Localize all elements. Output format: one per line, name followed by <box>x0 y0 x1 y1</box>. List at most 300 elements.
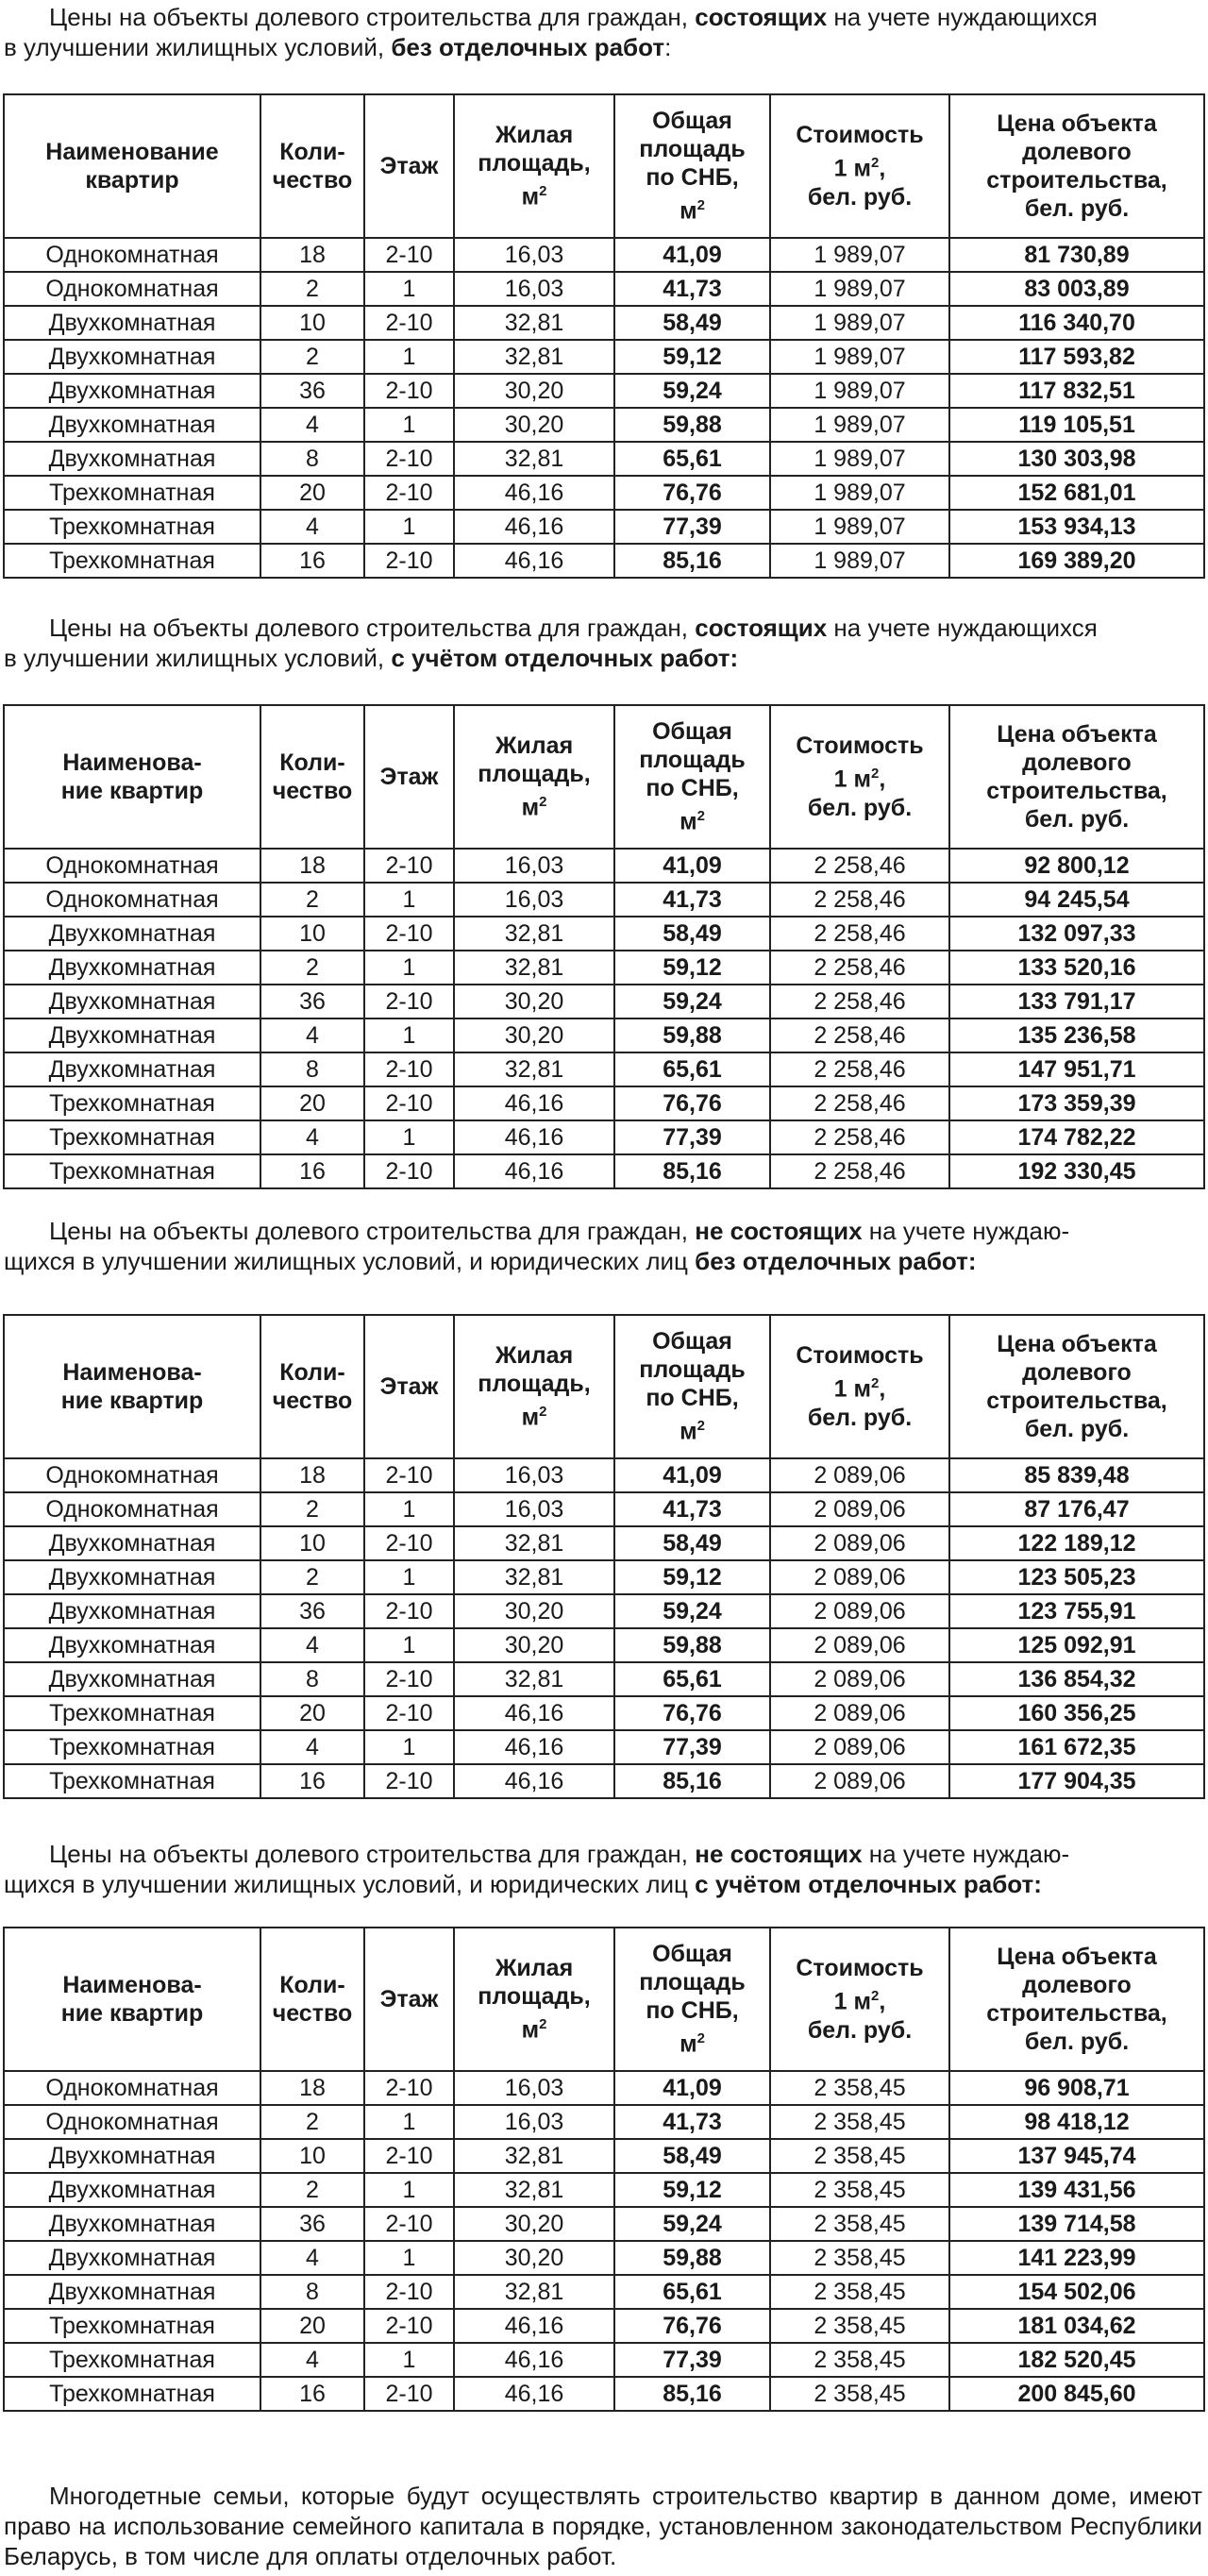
table-row <box>4 1764 1204 1798</box>
cell-floor: 2-10 <box>364 2139 454 2173</box>
cell-cost-per-m2: 2 358,45 <box>770 2173 949 2207</box>
cell-living-area: 16,03 <box>454 1492 614 1526</box>
cell-living-area: 32,81 <box>454 2139 614 2173</box>
cell-total-area: 85,16 <box>614 1154 770 1188</box>
cell-living-area: 46,16 <box>454 1764 614 1798</box>
cell-apartment-name: Трехкомнатная <box>4 1086 260 1120</box>
cell-total-area: 58,49 <box>614 306 770 340</box>
header-object-price: Цена объекта долевого строительства, бел. руб. <box>949 705 1204 849</box>
cell-total-area: 77,39 <box>614 1730 770 1764</box>
cell-cost-per-m2: 2 258,46 <box>770 985 949 1019</box>
cell-total-area: 59,24 <box>614 2207 770 2241</box>
cell-total-area: 65,61 <box>614 1662 770 1696</box>
cell-apartment-name: Двухкомнатная <box>4 1052 260 1086</box>
cell-total-area: 76,76 <box>614 1086 770 1120</box>
cell-floor: 1 <box>364 272 454 306</box>
table-row <box>4 2241 1204 2275</box>
cell-floor: 2-10 <box>364 2275 454 2309</box>
cell-cost-per-m2: 2 089,06 <box>770 1458 949 1492</box>
cell-total-area: 41,73 <box>614 2105 770 2139</box>
table-row <box>4 408 1204 442</box>
cell-total-area: 59,12 <box>614 1560 770 1594</box>
cell-total-area: 85,16 <box>614 1764 770 1798</box>
table-row <box>4 476 1204 510</box>
cell-apartment-name: Однокомнатная <box>4 2071 260 2105</box>
cell-floor: 2-10 <box>364 238 454 272</box>
cell-count: 2 <box>260 883 364 917</box>
cell-object-price: 117 832,51 <box>949 374 1204 408</box>
table-row <box>4 442 1204 476</box>
header-living-area: Жилая площадь, $м^2$ <box>454 1928 614 2071</box>
header-object-price: Цена объекта долевого строительства, бел. руб. <box>949 1315 1204 1458</box>
cell-living-area: 32,81 <box>454 1662 614 1696</box>
cell-floor: 2-10 <box>364 1764 454 1798</box>
cell-floor: 2-10 <box>364 476 454 510</box>
cell-total-area: 58,49 <box>614 2139 770 2173</box>
cell-object-price: 96 908,71 <box>949 2071 1204 2105</box>
cell-count: 2 <box>260 272 364 306</box>
cell-total-area: 41,09 <box>614 2071 770 2105</box>
table-row <box>4 272 1204 306</box>
table-row <box>4 985 1204 1019</box>
price-table-4 <box>3 1927 1205 2412</box>
table-header-row <box>4 1928 1204 2071</box>
cell-count: 2 <box>260 951 364 985</box>
cell-living-area: 46,16 <box>454 1154 614 1188</box>
cell-object-price: 147 951,71 <box>949 1052 1204 1086</box>
cell-floor: 2-10 <box>364 1154 454 1188</box>
cell-object-price: 94 245,54 <box>949 883 1204 917</box>
table-row <box>4 1458 1204 1492</box>
cell-floor: 2-10 <box>364 442 454 476</box>
table-row <box>4 1019 1204 1052</box>
cell-apartment-name: Трехкомнатная <box>4 1696 260 1730</box>
cell-living-area: 46,16 <box>454 476 614 510</box>
cell-count: 2 <box>260 1560 364 1594</box>
cell-cost-per-m2: 2 358,45 <box>770 2071 949 2105</box>
cell-object-price: 132 097,33 <box>949 917 1204 951</box>
cell-apartment-name: Двухкомнатная <box>4 1628 260 1662</box>
cell-apartment-name: Однокомнатная <box>4 2105 260 2139</box>
header-living-area: Жилая площадь, $м^2$ <box>454 705 614 849</box>
cell-count: 36 <box>260 985 364 1019</box>
table-row <box>4 849 1204 883</box>
cell-living-area: 32,81 <box>454 1560 614 1594</box>
cell-floor: 2-10 <box>364 1052 454 1086</box>
cell-count: 16 <box>260 1154 364 1188</box>
cell-apartment-name: Двухкомнатная <box>4 2241 260 2275</box>
cell-living-area: 46,16 <box>454 1730 614 1764</box>
cell-apartment-name: Двухкомнатная <box>4 2139 260 2173</box>
cell-floor: 2-10 <box>364 1594 454 1628</box>
header-cost-per-m2: Стоимость 1 $м^2$, бел. руб. <box>770 705 949 849</box>
cell-object-price: 182 520,45 <box>949 2343 1204 2377</box>
cell-living-area: 16,03 <box>454 2071 614 2105</box>
header-floor: Этаж <box>364 94 454 238</box>
header-cost-per-m2: Стоимость 1 $м^2$, бел. руб. <box>770 1315 949 1458</box>
cell-object-price: 85 839,48 <box>949 1458 1204 1492</box>
cell-apartment-name: Двухкомнатная <box>4 2173 260 2207</box>
cell-total-area: 59,12 <box>614 951 770 985</box>
table-row <box>4 2377 1204 2411</box>
cell-object-price: 83 003,89 <box>949 272 1204 306</box>
cell-cost-per-m2: 2 089,06 <box>770 1662 949 1696</box>
table-row <box>4 2173 1204 2207</box>
cell-total-area: 59,88 <box>614 2241 770 2275</box>
cell-total-area: 65,61 <box>614 1052 770 1086</box>
cell-total-area: 76,76 <box>614 1696 770 1730</box>
cell-object-price: 192 330,45 <box>949 1154 1204 1188</box>
header-count: Коли- чество <box>260 1315 364 1458</box>
table-row <box>4 1154 1204 1188</box>
cell-total-area: 58,49 <box>614 1526 770 1560</box>
cell-cost-per-m2: 2 258,46 <box>770 917 949 951</box>
cell-cost-per-m2: 2 258,46 <box>770 1052 949 1086</box>
cell-apartment-name: Однокомнатная <box>4 849 260 883</box>
table-header-row <box>4 705 1204 849</box>
cell-total-area: 58,49 <box>614 917 770 951</box>
cell-apartment-name: Двухкомнатная <box>4 917 260 951</box>
cell-total-area: 59,24 <box>614 374 770 408</box>
cell-total-area: 85,16 <box>614 544 770 578</box>
cell-count: 20 <box>260 476 364 510</box>
cell-cost-per-m2: 1 989,07 <box>770 340 949 374</box>
section-intro: Цены на объекты долевого строительства для граждан, состоящих на учете нуждающихся в улучшении жилищных условий, без отделочных работ: <box>4 3 1098 61</box>
cell-count: 4 <box>260 2241 364 2275</box>
cell-total-area: 59,12 <box>614 2173 770 2207</box>
table-row <box>4 374 1204 408</box>
cell-floor: 2-10 <box>364 544 454 578</box>
cell-cost-per-m2: 2 358,45 <box>770 2241 949 2275</box>
cell-living-area: 46,16 <box>454 544 614 578</box>
cell-count: 10 <box>260 1526 364 1560</box>
table-row <box>4 1086 1204 1120</box>
cell-total-area: 59,88 <box>614 1019 770 1052</box>
cell-apartment-name: Трехкомнатная <box>4 544 260 578</box>
header-object-price: Цена объекта долевого строительства, бел. руб. <box>949 1928 1204 2071</box>
cell-apartment-name: Трехкомнатная <box>4 1120 260 1154</box>
table-row <box>4 510 1204 544</box>
cell-living-area: 32,81 <box>454 2275 614 2309</box>
cell-total-area: 76,76 <box>614 476 770 510</box>
cell-apartment-name: Двухкомнатная <box>4 1594 260 1628</box>
table-row <box>4 1696 1204 1730</box>
cell-living-area: 32,81 <box>454 1526 614 1560</box>
cell-living-area: 32,81 <box>454 306 614 340</box>
cell-cost-per-m2: 1 989,07 <box>770 510 949 544</box>
cell-apartment-name: Двухкомнатная <box>4 1662 260 1696</box>
cell-total-area: 65,61 <box>614 2275 770 2309</box>
cell-cost-per-m2: 2 089,06 <box>770 1594 949 1628</box>
cell-object-price: 123 505,23 <box>949 1560 1204 1594</box>
cell-object-price: 133 520,16 <box>949 951 1204 985</box>
cell-apartment-name: Однокомнатная <box>4 238 260 272</box>
cell-floor: 1 <box>364 2173 454 2207</box>
cell-object-price: 117 593,82 <box>949 340 1204 374</box>
cell-cost-per-m2: 2 358,45 <box>770 2207 949 2241</box>
cell-apartment-name: Трехкомнатная <box>4 476 260 510</box>
cell-cost-per-m2: 2 358,45 <box>770 2377 949 2411</box>
cell-total-area: 41,73 <box>614 1492 770 1526</box>
cell-cost-per-m2: 2 089,06 <box>770 1730 949 1764</box>
header-count: Коли- чество <box>260 705 364 849</box>
header-apartment-name: Наименова- ние квартир <box>4 705 260 849</box>
cell-count: 10 <box>260 917 364 951</box>
table-row <box>4 2139 1204 2173</box>
cell-living-area: 30,20 <box>454 2241 614 2275</box>
cell-living-area: 46,16 <box>454 1120 614 1154</box>
table-row <box>4 917 1204 951</box>
cell-apartment-name: Двухкомнатная <box>4 2275 260 2309</box>
cell-floor: 1 <box>364 1019 454 1052</box>
cell-floor: 2-10 <box>364 1662 454 1696</box>
cell-living-area: 46,16 <box>454 2343 614 2377</box>
cell-floor: 1 <box>364 340 454 374</box>
cell-count: 20 <box>260 2309 364 2343</box>
cell-total-area: 59,12 <box>614 340 770 374</box>
cell-floor: 2-10 <box>364 374 454 408</box>
header-total-area: Общая площадь по СНБ, $м^2$ <box>614 1928 770 2071</box>
cell-cost-per-m2: 1 989,07 <box>770 272 949 306</box>
cell-total-area: 77,39 <box>614 2343 770 2377</box>
cell-object-price: 135 236,58 <box>949 1019 1204 1052</box>
cell-floor: 2-10 <box>364 2207 454 2241</box>
cell-floor: 1 <box>364 2343 454 2377</box>
cell-cost-per-m2: 2 089,06 <box>770 1764 949 1798</box>
cell-living-area: 46,16 <box>454 2309 614 2343</box>
cell-object-price: 181 034,62 <box>949 2309 1204 2343</box>
cell-total-area: 59,88 <box>614 408 770 442</box>
cell-cost-per-m2: 2 089,06 <box>770 1492 949 1526</box>
cell-cost-per-m2: 2 089,06 <box>770 1560 949 1594</box>
cell-total-area: 77,39 <box>614 510 770 544</box>
cell-apartment-name: Однокомнатная <box>4 883 260 917</box>
cell-cost-per-m2: 2 258,46 <box>770 1120 949 1154</box>
table-header-row <box>4 94 1204 238</box>
table-row <box>4 340 1204 374</box>
header-apartment-name: Наименование квартир <box>4 94 260 238</box>
cell-cost-per-m2: 1 989,07 <box>770 442 949 476</box>
cell-apartment-name: Трехкомнатная <box>4 2309 260 2343</box>
cell-cost-per-m2: 2 089,06 <box>770 1696 949 1730</box>
cell-floor: 2-10 <box>364 2377 454 2411</box>
cell-floor: 2-10 <box>364 1526 454 1560</box>
price-table-2 <box>3 704 1205 1189</box>
cell-total-area: 59,88 <box>614 1628 770 1662</box>
cell-living-area: 46,16 <box>454 510 614 544</box>
cell-living-area: 16,03 <box>454 1458 614 1492</box>
cell-cost-per-m2: 1 989,07 <box>770 374 949 408</box>
cell-apartment-name: Двухкомнатная <box>4 374 260 408</box>
cell-living-area: 30,20 <box>454 374 614 408</box>
cell-floor: 2-10 <box>364 2309 454 2343</box>
cell-apartment-name: Однокомнатная <box>4 1492 260 1526</box>
cell-count: 36 <box>260 1594 364 1628</box>
cell-count: 18 <box>260 238 364 272</box>
cell-count: 4 <box>260 408 364 442</box>
cell-count: 4 <box>260 1628 364 1662</box>
cell-count: 4 <box>260 510 364 544</box>
cell-apartment-name: Двухкомнатная <box>4 2207 260 2241</box>
table-row <box>4 1730 1204 1764</box>
cell-object-price: 92 800,12 <box>949 849 1204 883</box>
cell-object-price: 81 730,89 <box>949 238 1204 272</box>
header-apartment-name: Наименова- ние квартир <box>4 1315 260 1458</box>
cell-floor: 1 <box>364 408 454 442</box>
cell-cost-per-m2: 2 358,45 <box>770 2343 949 2377</box>
cell-count: 36 <box>260 374 364 408</box>
cell-living-area: 46,16 <box>454 1086 614 1120</box>
header-cost-per-m2: Стоимость 1 $м^2$, бел. руб. <box>770 1928 949 2071</box>
cell-living-area: 32,81 <box>454 951 614 985</box>
price-section-1 <box>0 2 1208 62</box>
cell-apartment-name: Трехкомнатная <box>4 1154 260 1188</box>
cell-object-price: 153 934,13 <box>949 510 1204 544</box>
table-row <box>4 883 1204 917</box>
cell-object-price: 87 176,47 <box>949 1492 1204 1526</box>
cell-cost-per-m2: 2 258,46 <box>770 1086 949 1120</box>
cell-apartment-name: Двухкомнатная <box>4 306 260 340</box>
section-intro: Цены на объекты долевого строительства для граждан, не состоящих на учете нуждаю- щихся в улучшении жилищных условий, и юридических лиц без отделочных работ: <box>4 1217 1070 1275</box>
header-floor: Этаж <box>364 1315 454 1458</box>
cell-living-area: 46,16 <box>454 2377 614 2411</box>
table-row <box>4 2207 1204 2241</box>
header-floor: Этаж <box>364 705 454 849</box>
cell-total-area: 59,24 <box>614 1594 770 1628</box>
cell-living-area: 16,03 <box>454 883 614 917</box>
cell-apartment-name: Однокомнатная <box>4 272 260 306</box>
table-row <box>4 2309 1204 2343</box>
header-apartment-name: Наименова- ние квартир <box>4 1928 260 2071</box>
table-row <box>4 2343 1204 2377</box>
cell-count: 20 <box>260 1696 364 1730</box>
cell-count: 20 <box>260 1086 364 1120</box>
cell-apartment-name: Двухкомнатная <box>4 408 260 442</box>
cell-apartment-name: Трехкомнатная <box>4 2343 260 2377</box>
header-living-area: Жилая площадь, $м^2$ <box>454 1315 614 1458</box>
table-row <box>4 1628 1204 1662</box>
table-row <box>4 238 1204 272</box>
header-cost-per-m2: Стоимость 1 $м^2$, бел. руб. <box>770 94 949 238</box>
price-section-2 <box>0 613 1208 673</box>
table-row <box>4 1560 1204 1594</box>
table-row <box>4 1594 1204 1628</box>
cell-count: 8 <box>260 2275 364 2309</box>
cell-cost-per-m2: 1 989,07 <box>770 408 949 442</box>
cell-total-area: 41,09 <box>614 1458 770 1492</box>
cell-object-price: 133 791,17 <box>949 985 1204 1019</box>
cell-living-area: 16,03 <box>454 272 614 306</box>
cell-count: 8 <box>260 1052 364 1086</box>
cell-count: 18 <box>260 849 364 883</box>
cell-count: 2 <box>260 1492 364 1526</box>
cell-object-price: 169 389,20 <box>949 544 1204 578</box>
cell-living-area: 32,81 <box>454 1052 614 1086</box>
cell-living-area: 30,20 <box>454 985 614 1019</box>
header-count: Коли- чество <box>260 1928 364 2071</box>
header-object-price: Цена объекта долевого строительства, бел. руб. <box>949 94 1204 238</box>
cell-object-price: 123 755,91 <box>949 1594 1204 1628</box>
cell-object-price: 116 340,70 <box>949 306 1204 340</box>
price-section-3 <box>0 1216 1208 1276</box>
price-section-4 <box>0 1839 1208 1899</box>
cell-apartment-name: Двухкомнатная <box>4 442 260 476</box>
cell-object-price: 177 904,35 <box>949 1764 1204 1798</box>
cell-floor: 1 <box>364 1560 454 1594</box>
cell-apartment-name: Однокомнатная <box>4 1458 260 1492</box>
cell-floor: 1 <box>364 883 454 917</box>
cell-apartment-name: Трехкомнатная <box>4 510 260 544</box>
cell-count: 4 <box>260 1019 364 1052</box>
cell-floor: 1 <box>364 2105 454 2139</box>
cell-cost-per-m2: 2 258,46 <box>770 1019 949 1052</box>
cell-count: 16 <box>260 1764 364 1798</box>
cell-living-area: 16,03 <box>454 2105 614 2139</box>
cell-apartment-name: Трехкомнатная <box>4 1764 260 1798</box>
cell-total-area: 59,24 <box>614 985 770 1019</box>
cell-living-area: 16,03 <box>454 238 614 272</box>
cell-apartment-name: Двухкомнатная <box>4 1560 260 1594</box>
cell-apartment-name: Двухкомнатная <box>4 951 260 985</box>
cell-count: 16 <box>260 544 364 578</box>
cell-total-area: 41,09 <box>614 849 770 883</box>
section-intro: Цены на объекты долевого строительства для граждан, состоящих на учете нуждающихся в улучшении жилищных условий, с учётом отделочных работ: <box>4 614 1098 672</box>
cell-total-area: 85,16 <box>614 2377 770 2411</box>
cell-count: 36 <box>260 2207 364 2241</box>
cell-floor: 1 <box>364 2241 454 2275</box>
cell-apartment-name: Трехкомнатная <box>4 2377 260 2411</box>
table-row <box>4 2071 1204 2105</box>
cell-count: 2 <box>260 2105 364 2139</box>
header-floor: Этаж <box>364 1928 454 2071</box>
cell-object-price: 174 782,22 <box>949 1120 1204 1154</box>
header-total-area: Общая площадь по СНБ, $м^2$ <box>614 1315 770 1458</box>
cell-object-price: 98 418,12 <box>949 2105 1204 2139</box>
cell-object-price: 139 714,58 <box>949 2207 1204 2241</box>
cell-cost-per-m2: 1 989,07 <box>770 544 949 578</box>
cell-living-area: 30,20 <box>454 408 614 442</box>
cell-cost-per-m2: 2 358,45 <box>770 2105 949 2139</box>
cell-cost-per-m2: 2 258,46 <box>770 1154 949 1188</box>
cell-cost-per-m2: 1 989,07 <box>770 238 949 272</box>
cell-apartment-name: Трехкомнатная <box>4 1730 260 1764</box>
cell-cost-per-m2: 2 358,45 <box>770 2275 949 2309</box>
cell-total-area: 41,73 <box>614 883 770 917</box>
cell-living-area: 32,81 <box>454 340 614 374</box>
cell-total-area: 77,39 <box>614 1120 770 1154</box>
cell-living-area: 30,20 <box>454 1594 614 1628</box>
table-row <box>4 951 1204 985</box>
cell-floor: 2-10 <box>364 985 454 1019</box>
cell-object-price: 160 356,25 <box>949 1696 1204 1730</box>
cell-count: 2 <box>260 340 364 374</box>
table-row <box>4 1120 1204 1154</box>
cell-object-price: 200 845,60 <box>949 2377 1204 2411</box>
cell-apartment-name: Двухкомнатная <box>4 340 260 374</box>
cell-count: 4 <box>260 2343 364 2377</box>
cell-living-area: 46,16 <box>454 1696 614 1730</box>
table-row <box>4 1492 1204 1526</box>
price-table-1 <box>3 93 1205 579</box>
cell-living-area: 30,20 <box>454 1019 614 1052</box>
cell-cost-per-m2: 2 358,45 <box>770 2139 949 2173</box>
cell-count: 2 <box>260 2173 364 2207</box>
cell-object-price: 161 672,35 <box>949 1730 1204 1764</box>
cell-living-area: 30,20 <box>454 1628 614 1662</box>
cell-floor: 1 <box>364 1730 454 1764</box>
cell-count: 18 <box>260 2071 364 2105</box>
cell-object-price: 173 359,39 <box>949 1086 1204 1120</box>
